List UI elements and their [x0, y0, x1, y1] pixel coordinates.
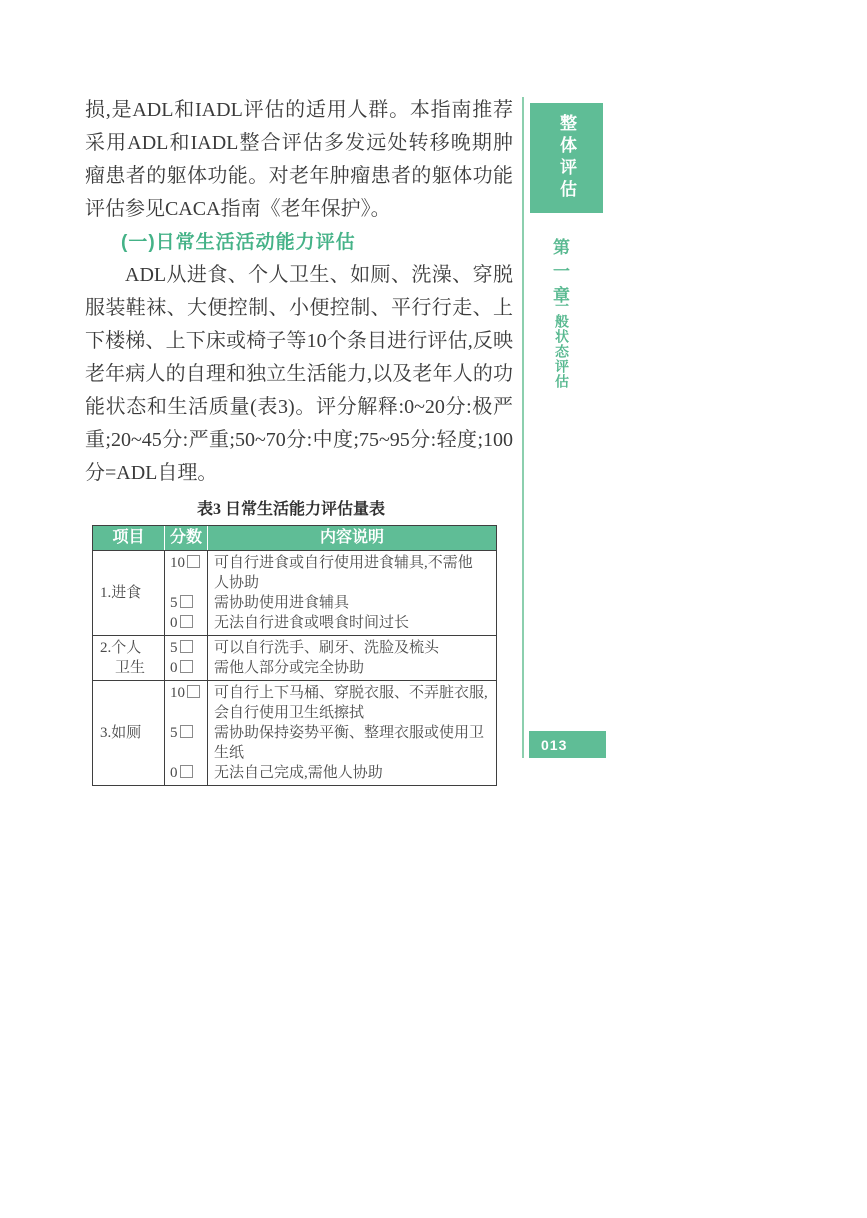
header-cell-item: 项目 — [93, 526, 165, 550]
table-caption: 表3 日常生活能力评估量表 — [196, 501, 385, 518]
table-header-row — [93, 526, 496, 550]
score-checkbox-icon — [180, 725, 193, 738]
score-checkbox-icon — [180, 595, 193, 608]
item-cell — [93, 551, 165, 635]
table-row-toileting — [93, 680, 496, 785]
chapter-number: 第一章 — [550, 238, 569, 310]
score-value: 10 — [170, 685, 185, 701]
description-line: 可自行进食或自行使用进食辅具,不需他 — [214, 555, 473, 571]
score-value: 5 — [170, 640, 178, 656]
description-line: 人协助 — [214, 575, 260, 591]
table-row-eating — [93, 550, 496, 635]
item-label: 3.如厕 — [100, 725, 142, 741]
page-number: 013 — [541, 736, 568, 753]
description-line: 无法自行进食或喂食时间过长 — [214, 615, 410, 631]
body-paragraph-1: 损,是ADL和IADL评估的适用人群。本指南推荐采用ADL和IADL整合评估多发远处转移晚期肿瘤患者的躯体功能。对老年肿瘤患者的躯体功能评估参见CACA指南《老年保护》。 — [85, 99, 513, 220]
score-checkbox-icon — [180, 615, 193, 628]
score-value: 0 — [170, 615, 178, 631]
score-value: 0 — [170, 765, 178, 781]
score-cell — [165, 551, 208, 635]
item-cell — [93, 636, 165, 680]
score-checkbox-icon — [180, 765, 193, 778]
header-cell-description: 内容说明 — [319, 529, 384, 546]
chapter-title: 一般状态评估 — [553, 299, 568, 389]
description-cell — [208, 636, 496, 680]
score-value: 10 — [170, 555, 185, 571]
item-label-line2: 卫生 — [115, 660, 146, 676]
item-label: 2.个人 — [100, 640, 142, 656]
score-checkbox-icon — [180, 660, 193, 673]
score-checkbox-icon — [180, 640, 193, 653]
description-cell — [208, 551, 496, 635]
description-line: 需协助使用进食辅具 — [214, 595, 350, 611]
description-line: 生纸 — [214, 745, 245, 761]
description-line: 无法自己完成,需他人协助 — [214, 765, 383, 781]
body-paragraph-2: ADL从进食、个人卫生、如厕、洗澡、穿脱服装鞋袜、大便控制、小便控制、平行行走、上下楼梯、上下床或椅子等10个条目进行评估,反映老年病人的自理和独立生活能力,以及老年人的功能状态和生活质量(表3)。评分解释:0~20分:极严重;20~45分:严重;50~70分:中度;75~95分:轻度;100分=ADL自理。 — [85, 264, 513, 484]
page-number-badge — [529, 731, 606, 758]
score-checkbox-icon — [187, 685, 200, 698]
table-row-hygiene — [93, 635, 496, 680]
score-value: 5 — [170, 725, 178, 741]
header-cell-score: 分数 — [165, 526, 208, 550]
description-line: 可以自行洗手、刷牙、洗脸及梳头 — [214, 640, 440, 656]
item-cell — [93, 681, 165, 785]
score-cell — [165, 636, 208, 680]
score-checkbox-icon — [187, 555, 200, 568]
description-cell — [208, 681, 496, 785]
section-heading: (一)日常生活活动能力评估 — [121, 232, 356, 253]
score-cell — [165, 681, 208, 785]
description-line: 需他人部分或完全协助 — [214, 660, 365, 676]
adl-table — [92, 525, 497, 786]
score-value: 0 — [170, 660, 178, 676]
description-line: 可自行上下马桶、穿脱衣服、不弄脏衣服, — [214, 685, 488, 701]
item-label: 1.进食 — [100, 585, 142, 601]
description-line: 需协助保持姿势平衡、整理衣服或使用卫 — [214, 725, 485, 741]
sidebar-rule — [522, 97, 524, 758]
sidebar-section-tab — [530, 103, 603, 213]
score-value: 5 — [170, 595, 178, 611]
main-text-column — [85, 94, 513, 786]
description-line: 会自行使用卫生纸擦拭 — [214, 705, 365, 721]
section-tab-label: 整体评估 — [557, 114, 576, 202]
